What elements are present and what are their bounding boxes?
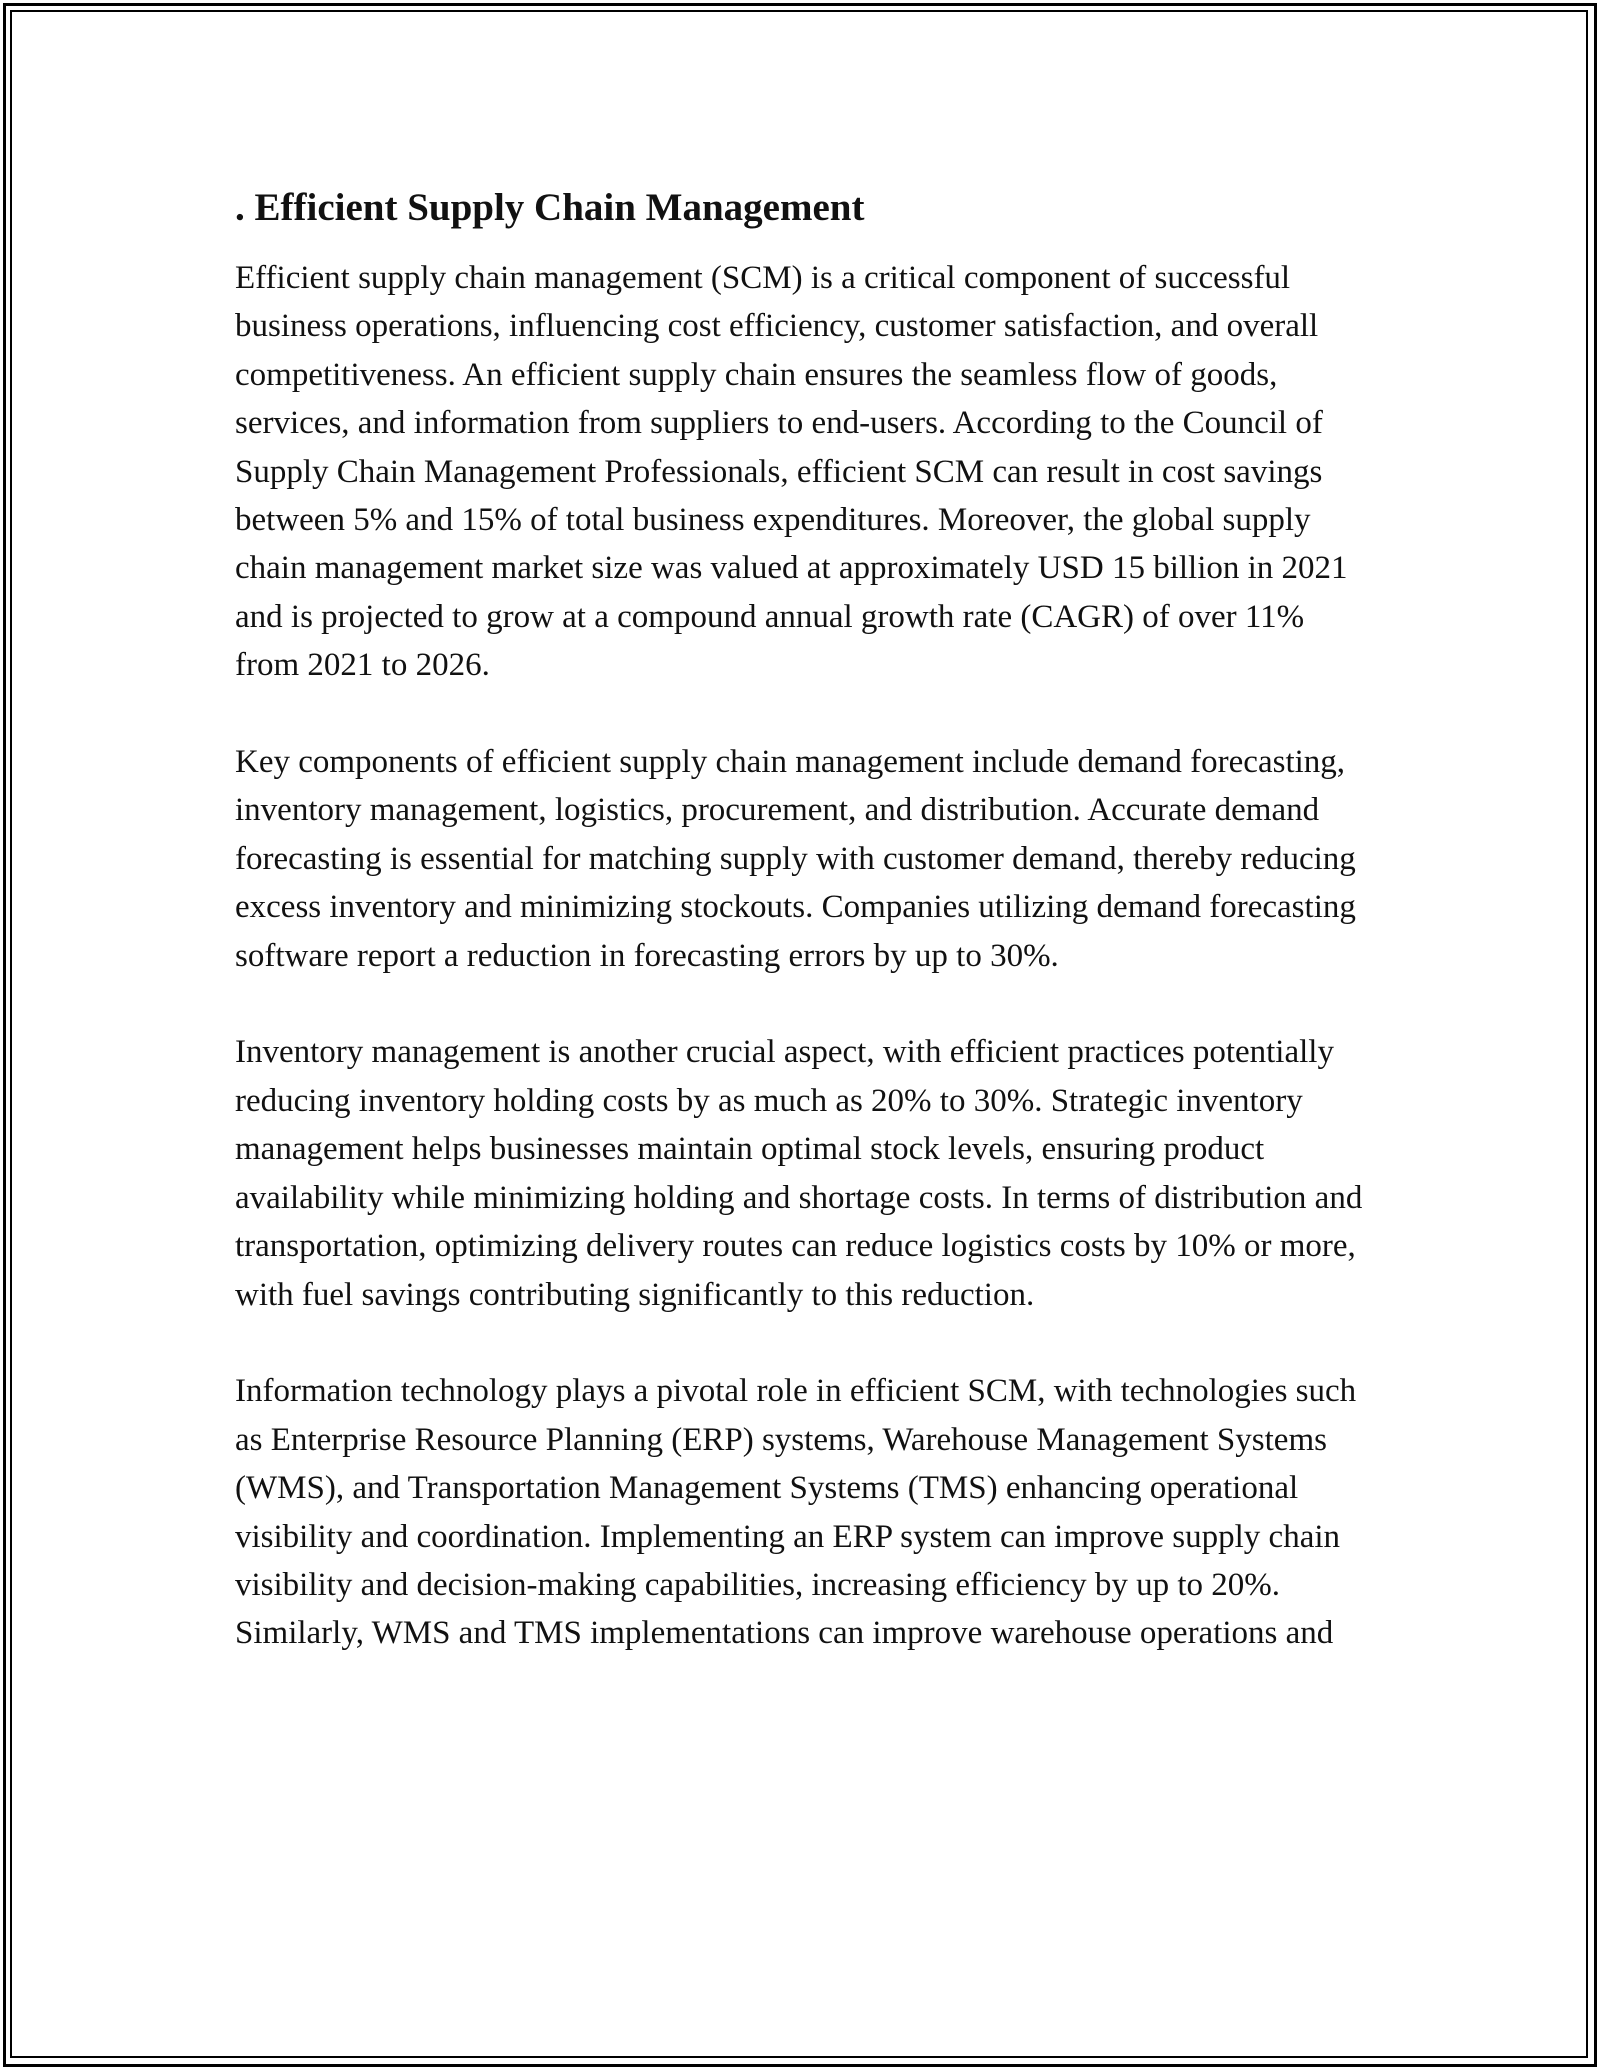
document-body: [235, 180, 1375, 1706]
section-heading: . Efficient Supply Chain Management: [235, 186, 865, 229]
paragraph-information-technology: Information technology plays a pivotal role in efficient SCM, with technologies such as Enterprise Resource Planning (ERP) systems, Warehouse Management Systems (WMS), and Transportation Management Systems (TMS) enhancing operational visibility and coordination. Implementing an ERP system can improve supply chain visibility and decision-making capabilities, increasing efficiency by up to 20%. Similarly, WMS and TMS implementations can improve warehouse operations and: [235, 1373, 1357, 1652]
paragraph-key-components: Key components of efficient supply chain management include demand forecasting, inventory management, logistics, procurement, and distribution. Accurate demand forecasting is essential for matching supply with customer demand, thereby reducing excess inventory and minimizing stockouts. Companies utilizing demand forecasting software report a reduction in forecasting errors by up to 30%.: [235, 744, 1356, 974]
paragraph-intro: Efficient supply chain management (SCM) is a critical component of successful business operations, influencing cost efficiency, customer satisfaction, and overall competitiveness. An efficient supply chain ensures the seamless flow of goods, services, and information from suppliers to end-users. According to the Council of Supply Chain Management Professionals, efficient SCM can result in cost savings between 5% and 15% of total business expenditures. Moreover, the global supply chain management market size was valued at approximately USD 15 billion in 2021 and is projected to grow at a compound annual growth rate (CAGR) of over 11% from 2021 to 2026.: [235, 260, 1348, 684]
paragraph-inventory: Inventory management is another crucial aspect, with efficient practices potentially reducing inventory holding costs by as much as 20% to 30%. Strategic inventory management helps businesses maintain optimal stock levels, ensuring product availability while minimizing holding and shortage costs. In terms of distribution and transportation, optimizing delivery routes can reduce logistics costs by 10% or more, with fuel savings contributing significantly to this reduction.: [235, 1034, 1363, 1313]
